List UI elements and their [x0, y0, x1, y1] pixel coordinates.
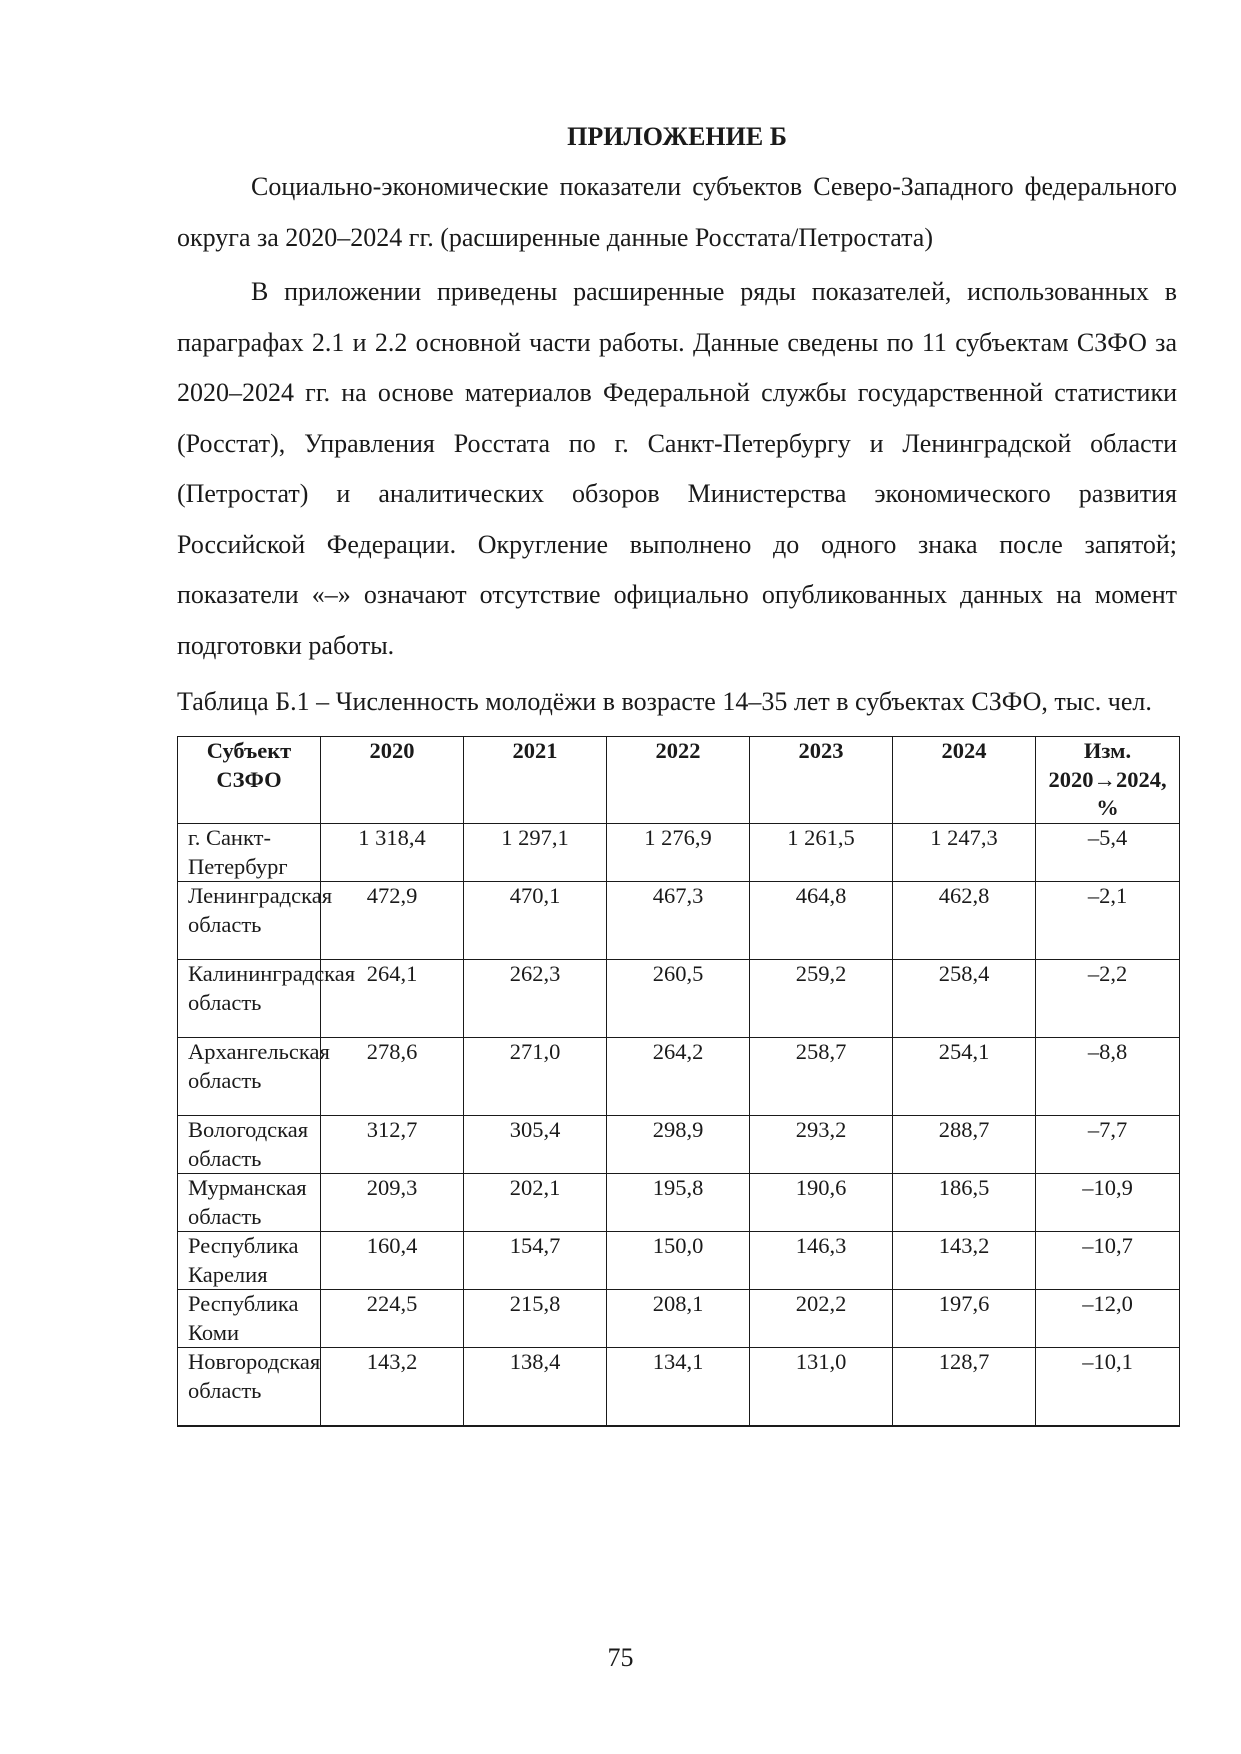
value-cell: 278,6 [321, 1038, 464, 1116]
value-cell: 143,2 [321, 1348, 464, 1426]
table-row [178, 1038, 1180, 1116]
table-row [178, 1232, 1180, 1290]
value-cell: 293,2 [750, 1116, 893, 1174]
value-cell: 470,1 [464, 882, 607, 960]
value-cell: 262,3 [464, 960, 607, 1038]
table-caption: Таблица Б.1 – Численность молодёжи в возрасте 14–35 лет в субъектах СЗФО, тыс. чел. [177, 687, 1152, 716]
header-2024: 2024 [893, 737, 1036, 824]
page-content [177, 112, 1177, 1427]
value-cell: 202,2 [750, 1290, 893, 1348]
change-cell: –7,7 [1036, 1116, 1180, 1174]
youth-population-table [177, 736, 1180, 1427]
value-cell: 1 297,1 [464, 824, 607, 882]
change-cell: –10,9 [1036, 1174, 1180, 1232]
change-cell: –10,7 [1036, 1232, 1180, 1290]
intro-paragraph: В приложении приведены расширенные ряды показателей, использованных в параграфах 2.1 и 2.2 основной части работы. Данные сведены по 11 субъектам СЗФО за 2020–2024 гг. на основе материалов Федеральной службы государственной статистики (Росстат), Управления Росстата по г. Санкт-Петербургу и Ленинградской области (Петростат) и аналитических обзоров Министерства экономического развития Российской Федерации. Округление выполнено до одного знака после запятой; показатели «–» означают отсутствие официально опубликованных данных на момент подготовки работы. [177, 277, 1177, 660]
value-cell: 271,0 [464, 1038, 607, 1116]
header-2021: 2021 [464, 737, 607, 824]
value-cell: 312,7 [321, 1116, 464, 1174]
header-2020: 2020 [321, 737, 464, 824]
appendix-title: ПРИЛОЖЕНИЕ Б [567, 122, 787, 151]
value-cell: 288,7 [893, 1116, 1036, 1174]
region-cell: Архангельская область [178, 1038, 321, 1116]
value-cell: 128,7 [893, 1348, 1036, 1426]
value-cell: 462,8 [893, 882, 1036, 960]
table-row [178, 1174, 1180, 1232]
change-cell: –2,1 [1036, 882, 1180, 960]
header-subject: Субъект СЗФО [178, 737, 321, 824]
table-row [178, 1290, 1180, 1348]
value-cell: 1 318,4 [321, 824, 464, 882]
change-cell: –12,0 [1036, 1290, 1180, 1348]
region-cell: Республика Коми [178, 1290, 321, 1348]
value-cell: 197,6 [893, 1290, 1036, 1348]
value-cell: 298,9 [607, 1116, 750, 1174]
value-cell: 209,3 [321, 1174, 464, 1232]
value-cell: 134,1 [607, 1348, 750, 1426]
change-cell: –8,8 [1036, 1038, 1180, 1116]
value-cell: 160,4 [321, 1232, 464, 1290]
value-cell: 464,8 [750, 882, 893, 960]
table-row [178, 1348, 1180, 1426]
value-cell: 254,1 [893, 1038, 1036, 1116]
value-cell: 258,4 [893, 960, 1036, 1038]
value-cell: 215,8 [464, 1290, 607, 1348]
value-cell: 131,0 [750, 1348, 893, 1426]
value-cell: 224,5 [321, 1290, 464, 1348]
region-cell: Ленинградская область [178, 882, 321, 960]
value-cell: 208,1 [607, 1290, 750, 1348]
region-cell: Вологодская область [178, 1116, 321, 1174]
value-cell: 264,2 [607, 1038, 750, 1116]
table-body [178, 824, 1180, 1426]
value-cell: 150,0 [607, 1232, 750, 1290]
region-cell: Республика Карелия [178, 1232, 321, 1290]
value-cell: 190,6 [750, 1174, 893, 1232]
appendix-subtitle: Социально-экономические показатели субъектов Северо-Западного федерального округа за 2020–2024 гг. (расширенные данные Росстата/Петростата) [177, 172, 1177, 252]
header-2022: 2022 [607, 737, 750, 824]
region-cell: Мурманская область [178, 1174, 321, 1232]
value-cell: 154,7 [464, 1232, 607, 1290]
table-row [178, 1116, 1180, 1174]
header-2023: 2023 [750, 737, 893, 824]
value-cell: 258,7 [750, 1038, 893, 1116]
value-cell: 202,1 [464, 1174, 607, 1232]
region-cell: г. Санкт-Петербург [178, 824, 321, 882]
header-change: Изм. 2020→2024, % [1036, 737, 1180, 824]
change-cell: –2,2 [1036, 960, 1180, 1038]
table-row [178, 960, 1180, 1038]
value-cell: 260,5 [607, 960, 750, 1038]
table-row [178, 824, 1180, 882]
change-cell: –10,1 [1036, 1348, 1180, 1426]
value-cell: 264,1 [321, 960, 464, 1038]
table-header-row [178, 737, 1180, 824]
value-cell: 186,5 [893, 1174, 1036, 1232]
value-cell: 259,2 [750, 960, 893, 1038]
change-cell: –5,4 [1036, 824, 1180, 882]
value-cell: 1 276,9 [607, 824, 750, 882]
value-cell: 305,4 [464, 1116, 607, 1174]
region-cell: Новгородская область [178, 1348, 321, 1426]
page-number: 75 [607, 1643, 634, 1672]
value-cell: 472,9 [321, 882, 464, 960]
value-cell: 195,8 [607, 1174, 750, 1232]
value-cell: 1 261,5 [750, 824, 893, 882]
region-cell: Калининградская область [178, 960, 321, 1038]
value-cell: 146,3 [750, 1232, 893, 1290]
value-cell: 467,3 [607, 882, 750, 960]
table-row [178, 882, 1180, 960]
value-cell: 138,4 [464, 1348, 607, 1426]
value-cell: 143,2 [893, 1232, 1036, 1290]
value-cell: 1 247,3 [893, 824, 1036, 882]
